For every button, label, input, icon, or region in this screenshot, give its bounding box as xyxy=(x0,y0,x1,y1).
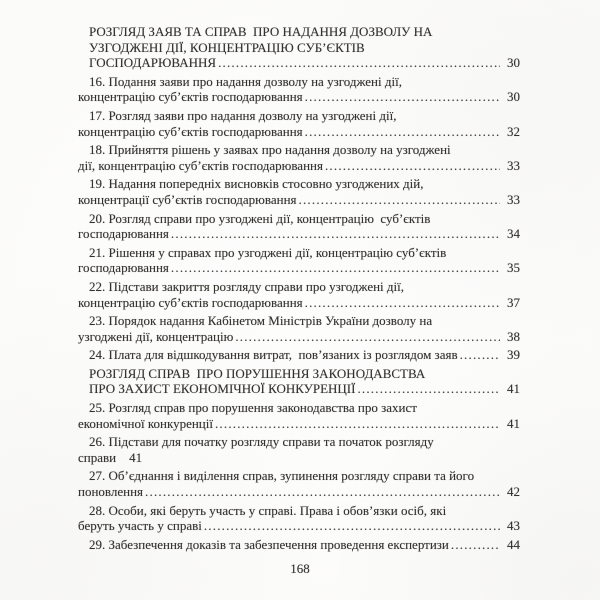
toc-line-text: справи xyxy=(78,449,117,465)
page-number: 33 xyxy=(507,157,520,173)
toc-line xyxy=(78,416,520,432)
dot-leader xyxy=(235,329,500,345)
toc-line-text: господарювання xyxy=(78,226,169,242)
toc-line: 18. Прийняття рішень у заявах про надання дозволу на узгоджені xyxy=(89,142,451,158)
toc-line: 19. Надання попередніх висновків стосовно узгоджених дій, xyxy=(89,176,424,192)
toc-line xyxy=(78,381,520,397)
toc-line-text: 29. Забезпечення доказів та забезпечення проведення експертизи xyxy=(89,536,449,552)
page-number: 41 xyxy=(129,449,143,465)
toc-line-text: ПРО ЗАХИСТ ЕКОНОМІЧНОЇ КОНКУРЕНЦІЇ xyxy=(89,381,356,397)
folio-page-number: 168 xyxy=(290,561,310,576)
toc-entry xyxy=(78,245,520,276)
toc-line: УЗГОДЖЕНІ ДІЇ, КОНЦЕНТРАЦІЮ СУБ’ЄКТІВ xyxy=(89,39,365,55)
page-number: 43 xyxy=(507,518,520,534)
toc-line xyxy=(78,192,520,208)
toc-entry xyxy=(78,142,520,173)
page-footer xyxy=(0,561,600,577)
toc-entry xyxy=(78,313,520,344)
page-number: 30 xyxy=(507,55,520,71)
page-number: 42 xyxy=(507,484,520,500)
table-of-contents xyxy=(78,24,520,552)
toc-line: 27. Об’єднання і виділення справ, зупинення розгляду справи та його xyxy=(89,468,475,484)
dot-leader xyxy=(451,537,500,553)
toc-line: 28. Особи, які беруть участь у справі. Права і обов’язки осіб, які xyxy=(89,502,447,518)
toc-line xyxy=(78,537,520,553)
dot-leader xyxy=(204,518,500,534)
toc-line xyxy=(78,260,520,276)
toc-line: 25. Розгляд справ про порушення законодавства про захист xyxy=(89,400,417,416)
dot-leader xyxy=(460,347,500,363)
toc-line xyxy=(78,55,520,71)
toc-line xyxy=(78,295,520,311)
dot-leader xyxy=(305,124,500,140)
toc-line-text: концентрації суб’єктів господарювання xyxy=(78,191,297,207)
toc-entry xyxy=(78,537,520,553)
toc-entry xyxy=(78,434,520,465)
toc-line xyxy=(78,518,520,534)
toc-line: 20. Розгляд справи про узгоджені дії, концентрацію суб’єктів xyxy=(89,210,431,226)
toc-line xyxy=(78,484,520,500)
toc-line xyxy=(78,89,520,105)
dot-leader xyxy=(325,158,500,174)
toc-line xyxy=(78,226,520,242)
toc-line xyxy=(78,124,520,140)
toc-line-text: концентрацію суб’єктів господарювання xyxy=(78,123,303,139)
page-number: 41 xyxy=(507,415,520,431)
toc-line: 22. Підстави закриття розгляду справи про узгоджені дії, xyxy=(89,278,404,294)
toc-line-text: концентрацію суб’єктів господарювання xyxy=(78,294,303,310)
toc-line xyxy=(78,158,520,174)
toc-section-heading xyxy=(78,366,520,397)
dot-leader xyxy=(357,381,500,397)
page-number: 38 xyxy=(507,328,520,344)
toc-line-text: 24. Плата для відшкодування витрат, пов’язаних із розглядом заяв xyxy=(89,347,458,363)
toc-entry xyxy=(78,279,520,310)
toc-line xyxy=(78,450,520,466)
toc-line-text: господарювання xyxy=(78,260,169,276)
page-number: 39 xyxy=(507,347,520,363)
toc-line-text: поновлення xyxy=(78,484,144,500)
toc-line xyxy=(78,329,520,345)
page-number: 30 xyxy=(507,89,520,105)
dot-leader xyxy=(299,192,500,208)
toc-line: 23. Порядок надання Кабінетом Міністрів України дозволу на xyxy=(89,313,433,329)
dot-leader xyxy=(171,226,500,242)
toc-line-text: узгоджені дії, концентрацію xyxy=(78,328,234,344)
page-number: 32 xyxy=(507,123,520,139)
toc-line: 16. Подання заяви про надання дозволу на узгоджені дії, xyxy=(89,73,402,89)
dot-leader xyxy=(305,295,500,311)
toc-line: РОЗГЛЯД ЗАЯВ ТА СПРАВ ПРО НАДАННЯ ДОЗВОЛУ НА xyxy=(89,24,433,39)
toc-line: 17. Розгляд заяви про надання дозволу на узгоджені дії, xyxy=(89,107,397,123)
dot-leader xyxy=(171,260,500,276)
toc-entry xyxy=(78,211,520,242)
toc-entry xyxy=(78,503,520,534)
toc-line-text: дії, концентрацію суб’єктів господарювання xyxy=(78,157,323,173)
page-number: 41 xyxy=(507,381,520,397)
toc-entry xyxy=(78,468,520,499)
toc-entry xyxy=(78,176,520,207)
toc-entry xyxy=(78,74,520,105)
toc-line: РОЗГЛЯД СПРАВ ПРО ПОРУШЕННЯ ЗАКОНОДАВСТВА xyxy=(89,365,426,381)
dot-leader xyxy=(145,484,500,500)
page-number: 33 xyxy=(507,191,520,207)
toc-line-text: концентрацію суб’єктів господарювання xyxy=(78,89,303,105)
toc-entry xyxy=(78,400,520,431)
toc-line-text: ГОСПОДАРЮВАННЯ xyxy=(89,55,217,71)
dot-leader xyxy=(218,55,500,71)
dot-leader xyxy=(215,416,500,432)
page-number: 37 xyxy=(507,294,520,310)
page-number: 34 xyxy=(507,226,520,242)
dot-leader xyxy=(305,89,500,105)
toc-line: 26. Підстави для початку розгляду справи та початок розгляду xyxy=(89,434,434,450)
toc-section-heading xyxy=(78,24,520,71)
toc-line-text: беруть участь у справі xyxy=(78,518,202,534)
page-number: 44 xyxy=(507,536,520,552)
toc-entry xyxy=(78,347,520,363)
page-number: 35 xyxy=(507,260,520,276)
toc-line xyxy=(78,347,520,363)
toc-line-text: економічної конкуренції xyxy=(78,415,213,431)
toc-line: 21. Рішення у справах про узгоджені дії, концентрацію суб’єктів xyxy=(89,244,447,260)
toc-entry xyxy=(78,108,520,139)
